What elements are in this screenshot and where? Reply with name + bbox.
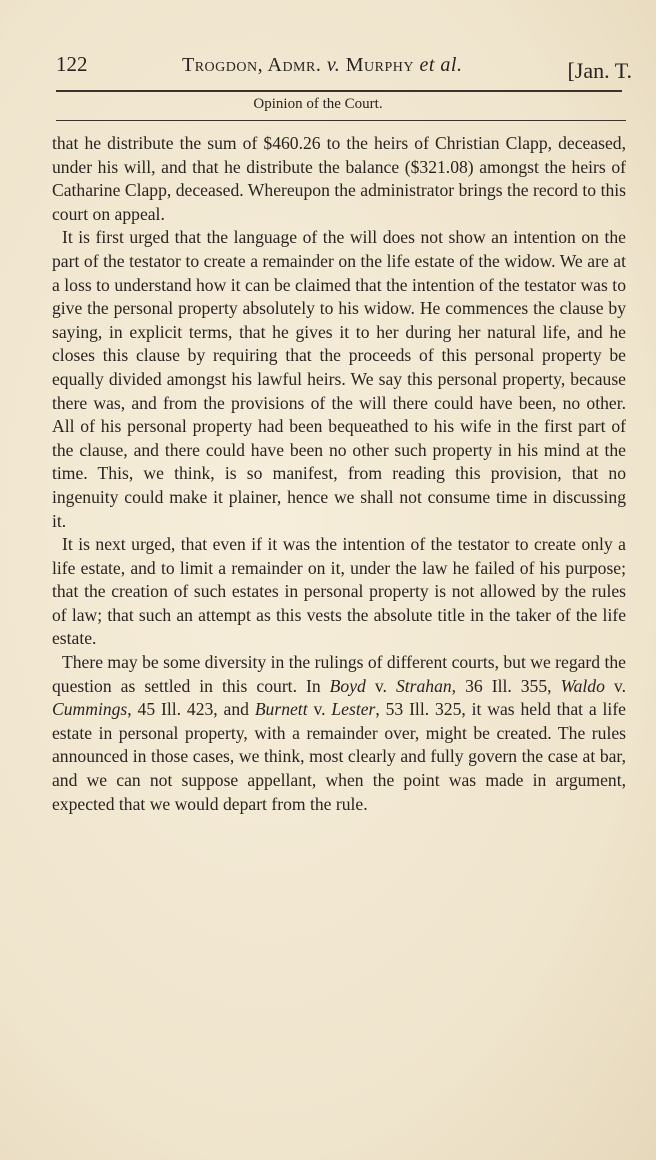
paragraph-4-text: v.: [604, 675, 626, 696]
case-title-versus: v.: [326, 54, 341, 76]
subheading-rule: [56, 120, 626, 121]
page-number: 122: [56, 52, 88, 76]
paragraph-4-text: v.: [365, 675, 396, 696]
header-rule: [56, 90, 622, 92]
case-citation-party: Burnett: [254, 699, 308, 720]
case-citation-party: Boyd: [329, 675, 366, 696]
paragraph-4-text: , 53 Ill. 325, it was held that a life estate in personal property, with a remainder over, might be created. The rules announced in those cases, we think, most clearly and fully govern the case at bar, and we can not suppose appellant, when the point was made in argument, expected that we would depart from the rule.: [52, 699, 626, 814]
paragraph-4-text: There may be some diversity in the rulings of different courts, but we regard the question as settled in this court. In: [52, 652, 626, 696]
paragraph-4: [52, 651, 626, 816]
case-citation-party: Waldo: [560, 675, 605, 696]
paragraph-2: It is first urged that the language of the will does not show an intention on the part of the testator to create a remainder on the life estate of the widow. We are at a loss to understand how it can be claimed that the intention of the testator was to give the personal property absolutely to his widow. He commences the clause by saying, in explicit terms, that he gives it to her during her natural life, and he closes this clause by requiring that the proceeds of this personal property be equally divided amongst his lawful heirs. We say this personal property, because there was, and from the provisions of the will there could have been, no other. All of his personal property had been bequeathed to his wife in the first part of the clause, and there could have been no other such property in his mind at the time. This, we think, is so manifest, from reading this provision, that no ingenuity could make it plainer, hence we shall not consume time in discussing it.: [52, 227, 626, 531]
case-title: [182, 54, 463, 77]
paragraph-4-text: , 45 Ill. 423, and: [127, 699, 255, 720]
paragraph-4-text: , 36 Ill. 355,: [451, 675, 561, 696]
subheading-text: Opinion of the Court.: [253, 96, 383, 112]
paragraph-1: that he distribute the sum of $460.26 to the heirs of Christian Clapp, deceased, under his will, and that he distribute the balance ($321.08) amongst the heirs of Catharine Clapp, deceased. Whereupon the administrator brings the record to this court on appeal.: [52, 133, 626, 224]
running-header: [56, 52, 632, 84]
paragraph-4-text: v.: [307, 699, 332, 720]
section-subheading: [0, 96, 656, 113]
case-citation-party: Strahan: [395, 675, 452, 696]
case-citation-party: Cummings: [52, 699, 128, 720]
paragraph-3: It is next urged, that even if it was the intention of the testator to create only a life estate, and to limit a remainder on it, under the law he failed of his purpose; that the creation of such estates in personal property is not allowed by the rules of law; that such an attempt as this vests the absolute title in the taker of the life estate.: [52, 534, 626, 649]
case-title-etal: et al.: [419, 54, 463, 76]
term-label: [Jan. T.: [567, 58, 632, 83]
opinion-body: [52, 132, 626, 816]
case-title-appellee: Murphy: [345, 54, 414, 76]
case-citation-party: Lester: [331, 699, 376, 720]
case-title-appellant: Trogdon, Admr.: [182, 54, 322, 76]
